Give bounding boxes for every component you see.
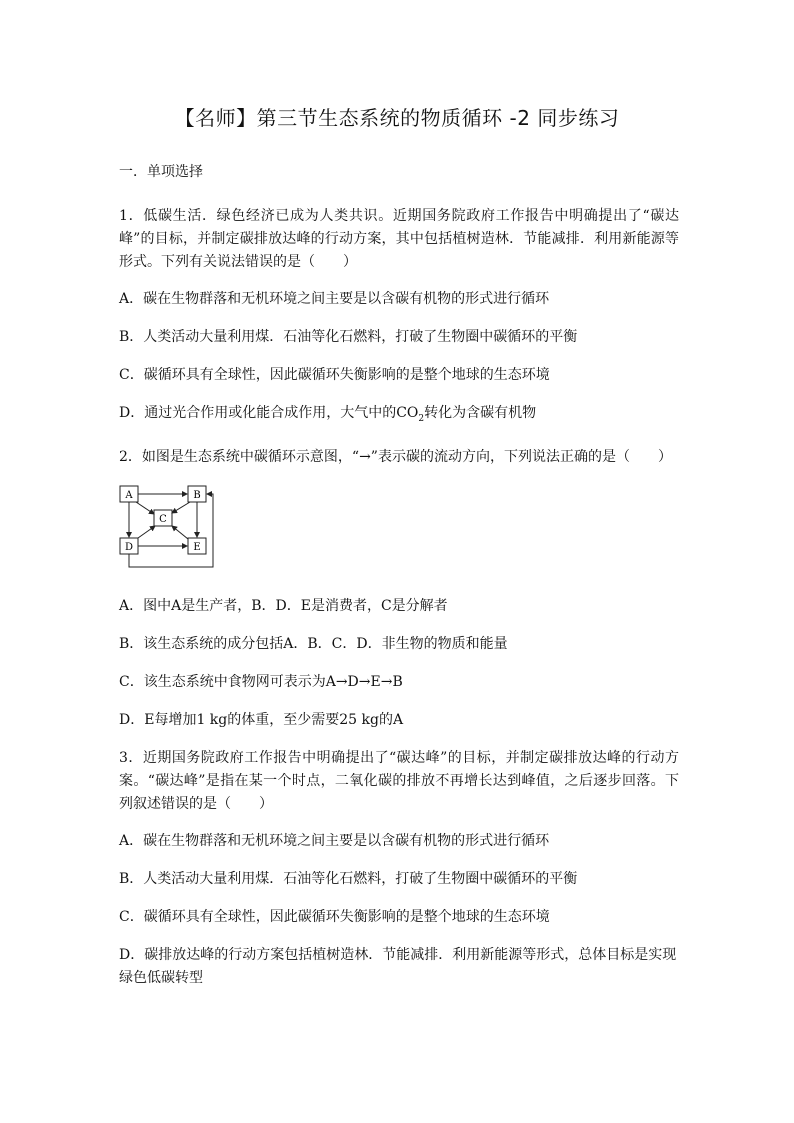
option-c: C．该生态系统中食物网可表示为A→D→E→B	[119, 673, 403, 690]
question-stem: 2．如图是生态系统中碳循环示意图，“→”表示碳的流动方向，下列说法正确的是（ ）	[119, 448, 672, 465]
question-list	[119, 205, 679, 1005]
arrow-d-to-c	[138, 526, 155, 538]
node-a-label: A	[125, 489, 133, 501]
option-b: B．人类活动大量利用煤．石油等化石燃料，打破了生物圈中碳循环的平衡	[119, 870, 578, 887]
arrow-e-to-c	[172, 526, 188, 539]
option-b: B．人类活动大量利用煤．石油等化石燃料，打破了生物圈中碳循环的平衡	[119, 329, 578, 345]
question-stem: 3．近期国务院政府工作报告中明确提出了“碳达峰”的目标，并制定碳排放达峰的行动方案。“碳达峰”是指在某一个时点，二氧化碳的排放不再增长达到峰值，之后逐步回落。下列叙述错误的是（ ）	[119, 749, 679, 812]
arrow-d-to-b-loop	[129, 494, 213, 567]
question-3	[119, 747, 679, 990]
node-d-label: D	[124, 541, 134, 553]
arrow-a-to-c	[136, 502, 154, 514]
node-b-label: B	[193, 489, 201, 501]
subscript: 2	[418, 413, 425, 424]
carbon-cycle-svg	[119, 483, 229, 573]
option-d	[119, 402, 679, 431]
carbon-cycle-diagram	[119, 483, 229, 573]
section-heading: 一．单项选择	[119, 164, 203, 180]
question-2	[119, 446, 679, 732]
option-c: C．碳循环具有全球性，因此碳循环失衡影响的是整个地球的生态环境	[119, 908, 550, 925]
option-d: D．碳排放达峰的行动方案包括植树造林．节能减排．利用新能源等形式，总体目标是实现绿色低碳转型	[119, 946, 677, 986]
question-1	[119, 205, 679, 431]
node-e-label: E	[193, 541, 201, 553]
option-a: A．碳在生物群落和无机环境之间主要是以含碳有机物的形式进行循环	[119, 832, 550, 849]
option-d: D．E每增加1 kg的体重，至少需要25 kg的A	[119, 711, 404, 728]
option-d-text-end: 转化为含碳有机物	[424, 405, 537, 421]
option-a: A．图中A是生产者，B．D．E是消费者，C是分解者	[119, 597, 448, 614]
node-c-label: C	[159, 513, 167, 525]
option-a: A．碳在生物群落和无机环境之间主要是以含碳有机物的形式进行循环	[119, 291, 550, 307]
arrow-b-to-c	[172, 502, 190, 513]
option-c: C．碳循环具有全球性，因此碳循环失衡影响的是整个地球的生态环境	[119, 367, 550, 383]
option-d-text: D．通过光合作用或化能合成作用，大气中的CO	[119, 405, 419, 421]
question-stem: 1．低碳生活．绿色经济已成为人类共识。近期国务院政府工作报告中明确提出了“碳达峰”的目标，并制定碳排放达峰的行动方案，其中包括植树造林．节能减排．利用新能源等形式。下列有关说法错误的是（ ）	[119, 208, 679, 270]
option-b: B．该生态系统的成分包括A．B．C．D．非生物的物质和能量	[119, 635, 508, 652]
page-title: 【名师】第三节生态系统的物质循环 -2 同步练习	[174, 106, 620, 130]
